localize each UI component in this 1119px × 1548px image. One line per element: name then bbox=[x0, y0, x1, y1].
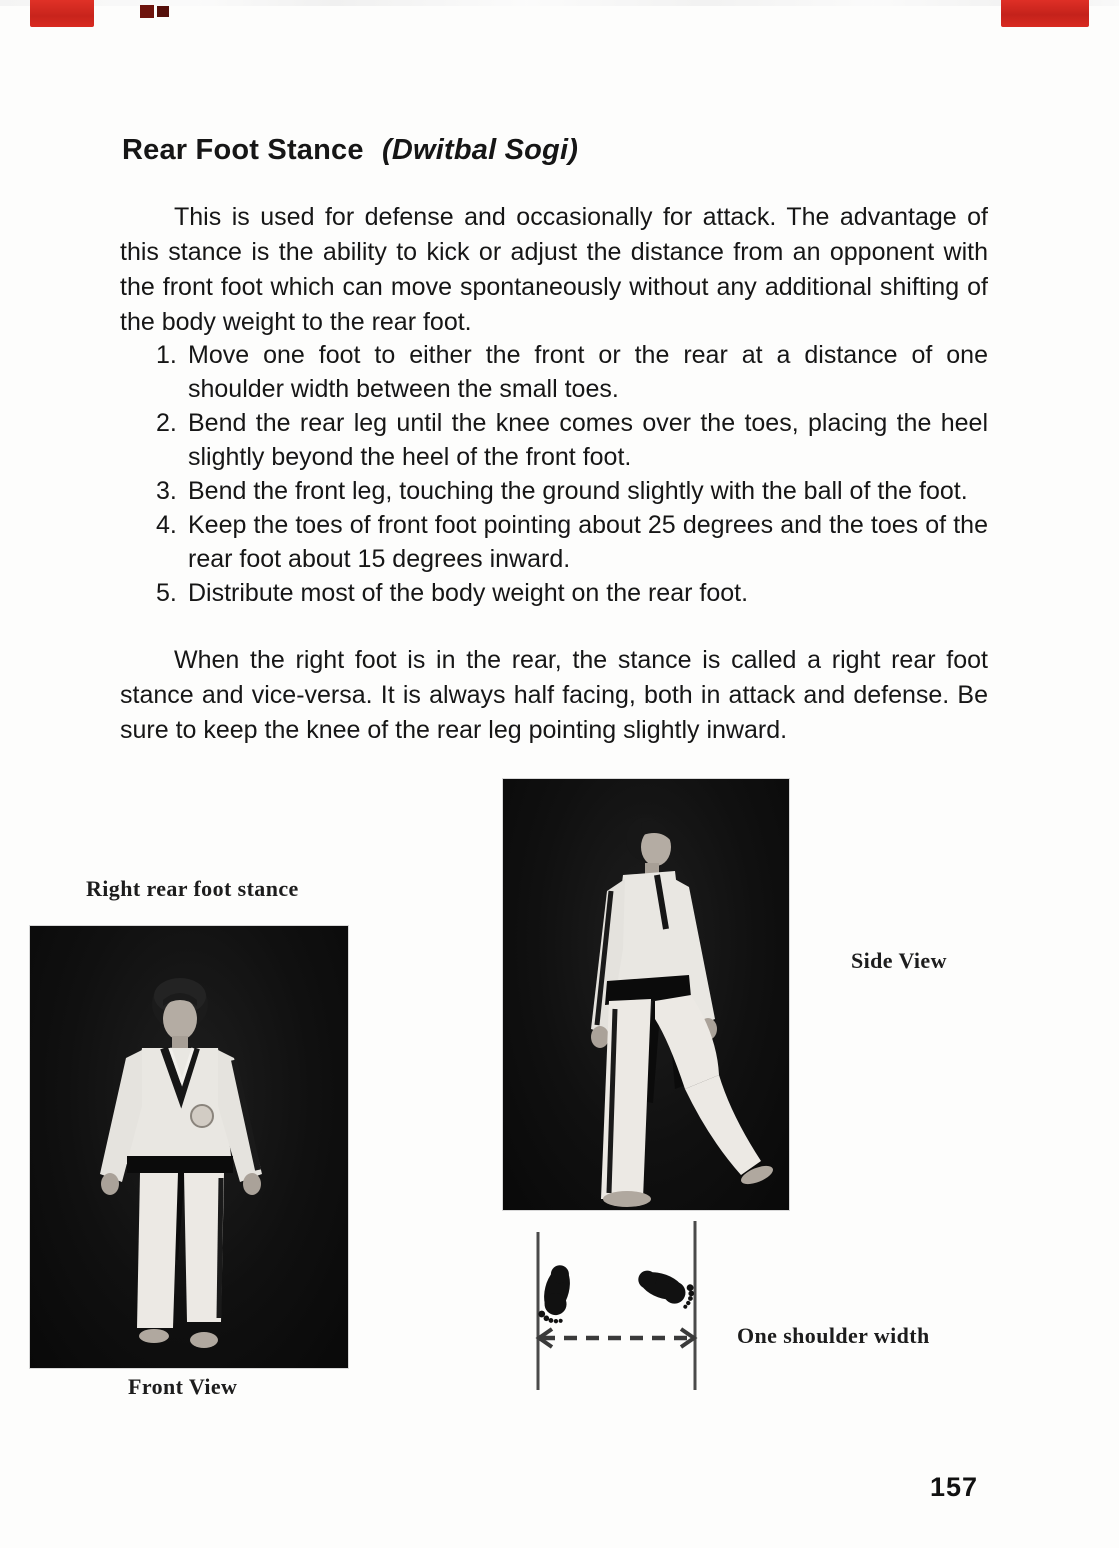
step-item-5 bbox=[120, 576, 988, 610]
step-text: Keep the toes of front foot pointing about 25 degrees and the toes of the rear foot about 15 degrees inward. bbox=[188, 511, 988, 573]
page-title bbox=[122, 134, 578, 167]
scan-artifact-red-right bbox=[1001, 0, 1089, 27]
step-text: Bend the rear leg until the knee comes over the toes, placing the heel slightly beyond the heel of the front foot. bbox=[188, 409, 988, 471]
step-number: 5. bbox=[156, 579, 177, 607]
step-number: 4. bbox=[156, 511, 177, 539]
shoulder-width-diagram bbox=[528, 1216, 708, 1394]
page-number: 157 bbox=[930, 1472, 979, 1502]
step-item-2 bbox=[120, 406, 988, 474]
caption-one-shoulder-width: One shoulder width bbox=[737, 1323, 930, 1348]
step-item-3 bbox=[120, 474, 988, 508]
caption-side-view: Side View bbox=[851, 948, 947, 973]
step-item-4 bbox=[120, 508, 988, 576]
steps-list bbox=[120, 338, 988, 610]
step-text: Bend the front leg, touching the ground slightly with the ball of the foot. bbox=[188, 477, 968, 505]
caption-front-view: Front View bbox=[128, 1374, 238, 1399]
side-view-figure bbox=[503, 779, 789, 1210]
step-text: Distribute most of the body weight on the rear foot. bbox=[188, 579, 749, 607]
closing-paragraph: When the right foot is in the rear, the stance is called a right rear foot stance and vice-versa. It is always half facing, both in attack and defense. Be sure to keep the knee of the rear leg pointing slightly inward. bbox=[120, 646, 988, 744]
scan-artifact-chip bbox=[157, 6, 169, 17]
left-footprint bbox=[537, 1263, 576, 1326]
step-number: 1. bbox=[156, 341, 177, 369]
right-footprint bbox=[634, 1266, 698, 1310]
step-text: Move one foot to either the front or the rear at a distance of one shoulder width between the small toes. bbox=[188, 341, 988, 403]
caption-right-rear-foot-stance: Right rear foot stance bbox=[86, 876, 299, 901]
front-view-photo bbox=[30, 926, 348, 1368]
step-number: 2. bbox=[156, 409, 177, 437]
scan-artifact-chip bbox=[140, 5, 154, 18]
page-title-main: Rear Foot Stance bbox=[122, 134, 364, 166]
front-view-figure bbox=[30, 926, 348, 1368]
scan-artifact-red-left bbox=[30, 0, 94, 27]
side-view-photo bbox=[503, 779, 789, 1210]
shoulder-width-diagram-svg bbox=[528, 1216, 708, 1394]
intro-paragraph: This is used for defense and occasionally for attack. The advantage of this stance is the ability to kick or adjust the distance from an opponent with the front foot which can move spontaneously without any additional shifting of the body weight to the rear foot. bbox=[120, 203, 988, 336]
step-number: 3. bbox=[156, 477, 177, 505]
step-item-1 bbox=[120, 338, 988, 406]
page-title-romanized: (Dwitbal Sogi) bbox=[381, 134, 579, 166]
